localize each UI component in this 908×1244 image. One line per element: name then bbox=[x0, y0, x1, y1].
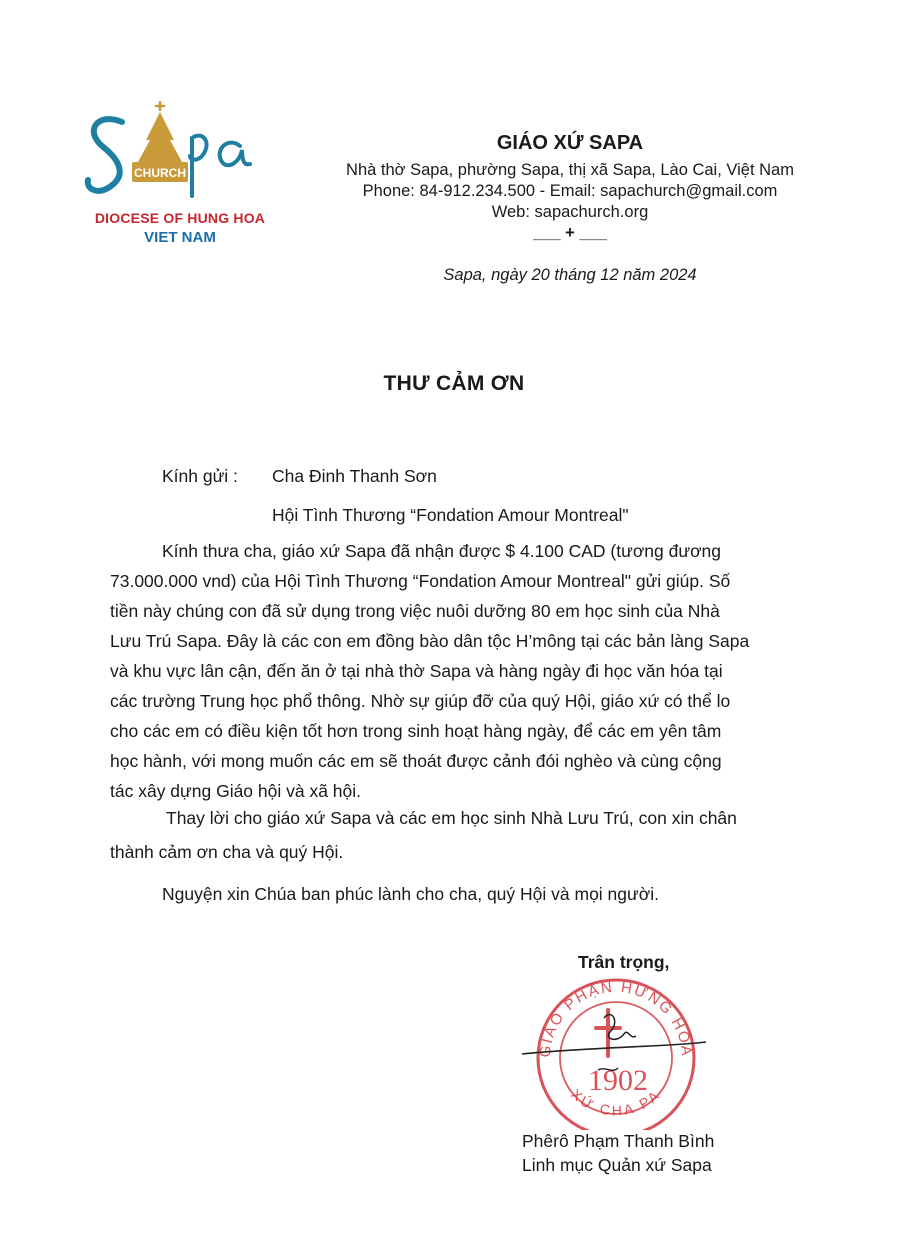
recipient-name: Cha Đinh Thanh Sơn bbox=[272, 466, 437, 486]
logo-diocese-line: DIOCESE OF HUNG HOA bbox=[94, 210, 266, 226]
body-line: 73.000.000 vnd) của Hội Tình Thương “Fondation Amour Montreal" gửi giúp. Số bbox=[110, 571, 731, 591]
closing-phrase: Trân trọng, bbox=[578, 952, 670, 972]
recipient-organization: Hội Tình Thương “Fondation Amour Montreal" bbox=[272, 505, 629, 525]
body-line: Thay lời cho giáo xứ Sapa và các em học sinh Nhà Lưu Trú, con xin chân bbox=[166, 808, 737, 828]
org-name: GIÁO XỨ SAPA bbox=[496, 132, 644, 154]
date-line: Sapa, ngày 20 tháng 12 năm 2024 bbox=[443, 266, 697, 284]
body-line: tác xây dựng Giáo hội và xã hội. bbox=[110, 781, 362, 801]
body-line: Lưu Trú Sapa. Đây là các con em đồng bào dân tộc H’mông tại các bản làng Sapa bbox=[110, 631, 750, 651]
signer-name: Phêrô Phạm Thanh Bình bbox=[522, 1131, 715, 1151]
body-line: Kính thưa cha, giáo xứ Sapa đã nhận được $ 4.100 CAD (tương đương bbox=[162, 541, 722, 561]
svg-text:GIÁO PHẬN HƯNG HÓA: GIÁO PHẬN HƯNG HÓA bbox=[536, 978, 696, 1059]
body-line: cho các em có điều kiện tốt hơn trong sinh hoạt hàng ngày, để các em yên tâm bbox=[110, 721, 722, 741]
body-line: và khu vực lân cận, đến ăn ở tại nhà thờ Sapa và hàng ngày đi học văn hóa tại bbox=[110, 661, 723, 681]
logo-country-line: VIET NAM bbox=[144, 229, 216, 246]
parish-seal-stamp bbox=[520, 970, 710, 1130]
seal-year: 1902 bbox=[588, 1064, 648, 1097]
blessing-line: Nguyện xin Chúa ban phúc lành cho cha, quý Hội và mọi người. bbox=[162, 884, 659, 904]
body-line: tiền này chúng con đã sử dụng trong việc nuôi dưỡng 80 em học sinh của Nhà bbox=[110, 601, 720, 621]
seal-icon bbox=[520, 970, 710, 1130]
salutation-label: Kính gửi : bbox=[162, 466, 238, 486]
logo-church-text: CHURCH bbox=[134, 166, 186, 180]
org-website: Web: sapachurch.org bbox=[491, 203, 649, 221]
body-line: các trường Trung học phổ thông. Nhờ sự giúp đỡ của quý Hội, giáo xứ có thể lo bbox=[110, 691, 731, 711]
org-contact: Phone: 84-912.234.500 - Email: sapachurch@gmail.com bbox=[362, 182, 778, 200]
org-address: Nhà thờ Sapa, phường Sapa, thị xã Sapa, Lào Cai, Việt Nam bbox=[346, 161, 794, 179]
church-logo bbox=[80, 100, 280, 250]
letter-title: THƯ CẢM ƠN bbox=[383, 372, 525, 395]
body-line: học hành, với mong muốn các em sẽ thoát được cảnh đói nghèo và cùng cộng bbox=[110, 751, 722, 771]
body-line: thành cảm ơn cha và quý Hội. bbox=[110, 842, 344, 862]
letterhead-ornament: ___ + ___ bbox=[533, 224, 607, 242]
svg-text:XỨ CHA PA: XỨ CHA PA bbox=[568, 1085, 664, 1119]
signer-title: Linh mục Quản xứ Sapa bbox=[522, 1155, 712, 1175]
sapa-church-logo-mark bbox=[80, 100, 280, 210]
